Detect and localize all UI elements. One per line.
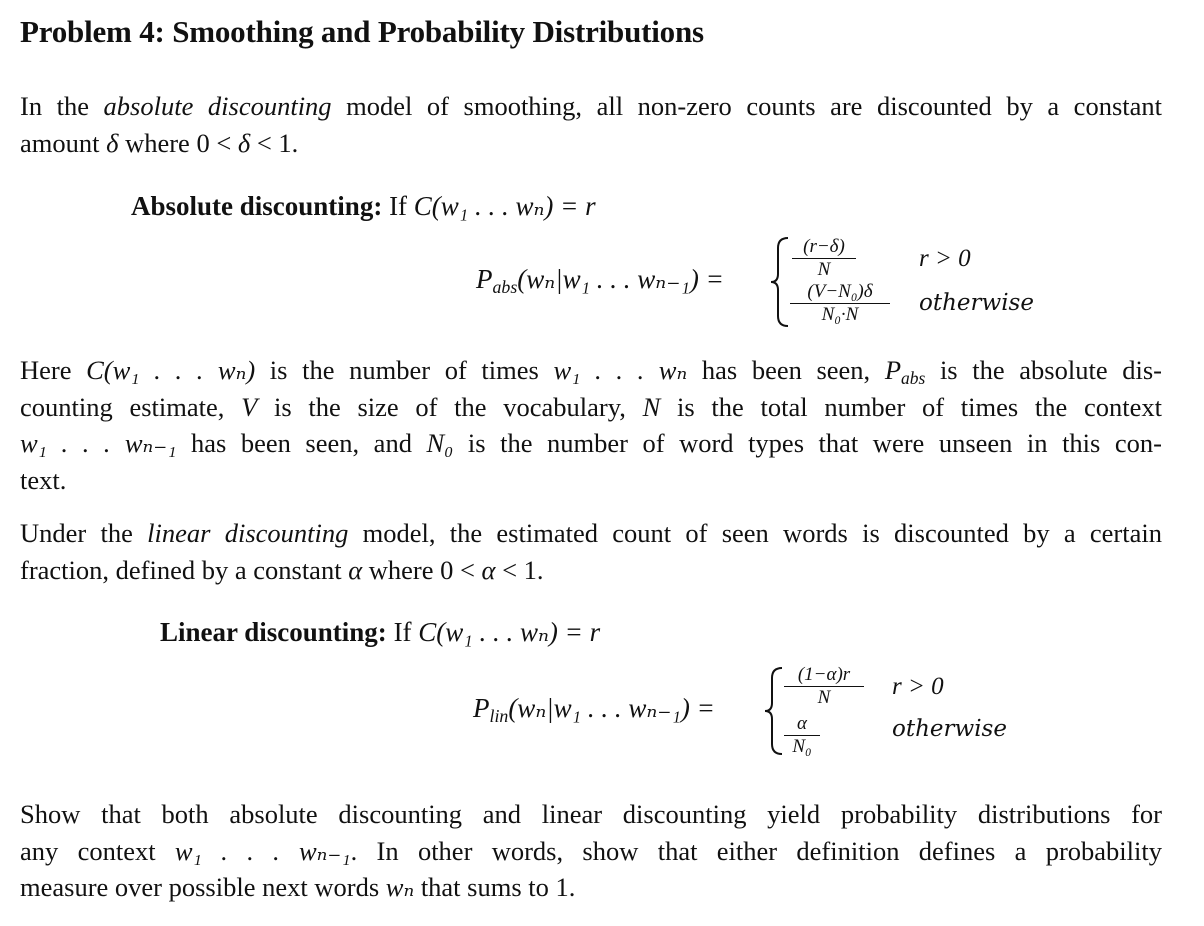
absolute-case1-condition: r > 0 [919, 245, 971, 272]
linear-intro-line-1: Under the linear discounting model, the estimated count of seen words is discounted by a certain [20, 518, 1162, 548]
absolute-heading: Absolute discounting: [131, 191, 383, 221]
linear-equation-lhs: Plin(wₙ|w₁ . . . wₙ₋₁) = [473, 693, 715, 726]
delta-symbol: δ [106, 127, 119, 158]
linear-case1-fraction: (1−α)r N [784, 665, 864, 708]
linear-case2-condition: otherwise [892, 716, 1007, 742]
problem-title: Problem 4: Smoothing and Probability Distributions [20, 14, 704, 49]
linear-intro-paragraph [20, 515, 1162, 588]
absolute-case2-condition: otherwise [919, 290, 1034, 316]
absolute-case2-fraction: (V−N₀)δ N₀·N [790, 282, 890, 325]
intro-line-1: In the absolute discounting model of smoothing, all non-zero counts are discounted by a constant [20, 91, 1162, 121]
intro-paragraph [20, 88, 1162, 161]
linear-case2-fraction: α N₀ [784, 714, 820, 757]
linear-heading: Linear discounting: [160, 617, 387, 647]
linear-left-brace [764, 666, 784, 756]
closing-line-1: Show that both absolute discounting and linear discounting yield probability distributions for [20, 799, 1162, 829]
explain-line-3: w₁ . . . wₙ₋₁ has been seen, and N₀ is the number of word types that were unseen in this con- [20, 428, 1162, 458]
alpha-symbol: α [348, 554, 363, 585]
term-absolute-discounting: absolute discounting [103, 91, 332, 121]
absolute-condition: C(w₁ . . . wₙ) = r [413, 191, 596, 221]
linear-intro-line-2: fraction, defined by a constant α where 0 < α < 1. [20, 554, 544, 585]
explain-line-2: counting estimate, V is the size of the vocabulary, N is the total number of times the context [20, 391, 1162, 422]
absolute-case1-fraction: (r−δ) N [792, 237, 856, 280]
explanation-paragraph [20, 352, 1162, 498]
absolute-definition-line: Absolute discounting: If C(w₁ . . . wₙ) = r [131, 191, 596, 221]
linear-case1-condition: r > 0 [892, 673, 944, 700]
absolute-left-brace [770, 236, 790, 328]
absolute-equation-lhs: Pabs(wₙ|w₁ . . . wₙ₋₁) = [476, 264, 724, 297]
explain-line-1: Here C(w₁ . . . wₙ) is the number of times w₁ . . . wₙ has been seen, Pabs is the absolute dis- [20, 355, 1162, 388]
explain-line-4: text. [20, 464, 67, 495]
linear-condition: C(w₁ . . . wₙ) = r [418, 617, 601, 647]
closing-line-3: measure over possible next words wₙ that sums to 1. [20, 872, 576, 902]
linear-definition-line: Linear discounting: If C(w₁ . . . wₙ) = r [160, 617, 601, 647]
closing-line-2: any context w₁ . . . wₙ₋₁. In other words, show that either definition defines a probability [20, 835, 1162, 866]
intro-line-2: amount δ where 0 < δ < 1. [20, 127, 299, 158]
term-linear-discounting: linear discounting [147, 518, 349, 548]
closing-paragraph [20, 796, 1162, 906]
